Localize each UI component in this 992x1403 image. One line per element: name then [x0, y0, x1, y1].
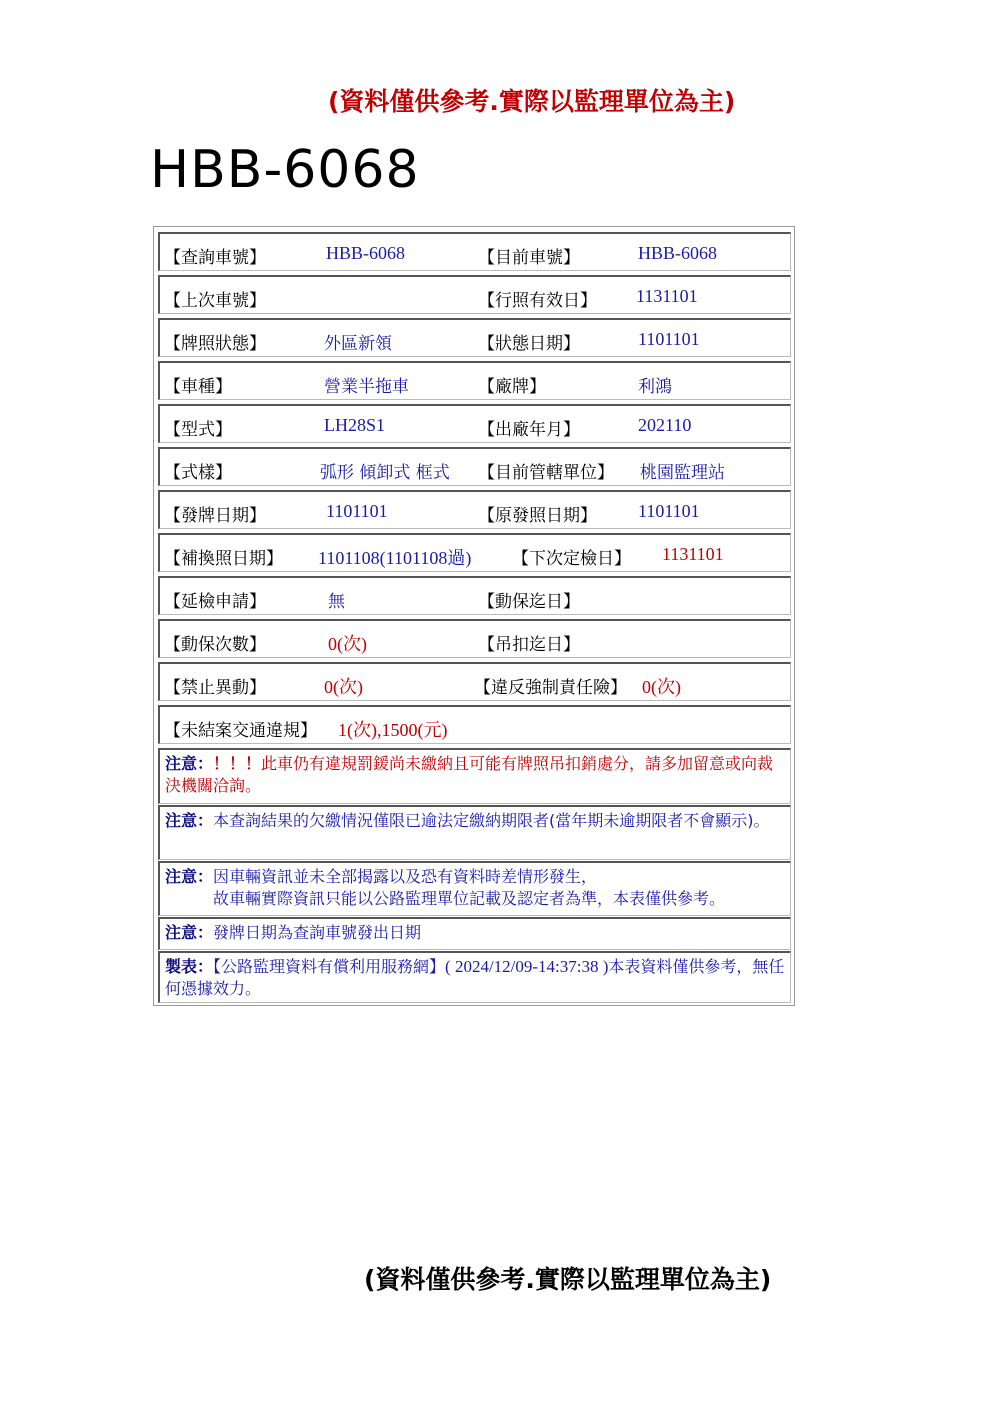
value-collateral-count: 0(次): [328, 634, 367, 654]
label-status-date: 【狀態日期】: [478, 334, 580, 354]
label-original-license-date: 【原發照日期】: [478, 506, 597, 526]
row-model: [158, 404, 791, 443]
row-transfer-ban: [158, 662, 791, 701]
value-inspection-extension: 無: [328, 592, 345, 612]
note-text-line1: 因車輛資訊並未全部揭露以及恐有資料時差情形發生，: [213, 867, 598, 886]
label-previous-plate: 【上次車號】: [164, 291, 266, 311]
label-transfer-ban: 【禁止異動】: [164, 678, 266, 698]
value-current-plate: HBB-6068: [638, 243, 718, 263]
disclaimer-bottom: (資料僅供參考.實際以監理單位為主): [364, 1265, 772, 1294]
note-key: 製表：: [165, 957, 214, 976]
value-plate-status: 外區新領: [324, 334, 392, 354]
label-inspection-extension: 【延檢申請】: [164, 592, 266, 612]
label-model: 【型式】: [164, 420, 232, 440]
label-vehicle-type: 【車種】: [164, 377, 232, 397]
row-collateral-count: [158, 619, 791, 658]
note-text: 發牌日期為查詢車號發出日期: [213, 923, 422, 942]
value-body-style: 弧形 傾卸式 框式: [320, 463, 450, 483]
row-inspection-extension: [158, 576, 791, 615]
note-source: [158, 951, 791, 1003]
label-body-style: 【式樣】: [164, 463, 232, 483]
label-collateral-end: 【動保迄日】: [478, 592, 580, 612]
label-brand: 【廠牌】: [478, 377, 546, 397]
label-plate-status: 【牌照狀態】: [164, 334, 266, 354]
note-data-accuracy: [158, 861, 791, 916]
note-violation-warning: [158, 748, 791, 804]
note-issue-date: [158, 917, 791, 950]
note-key: 注意：: [165, 754, 214, 773]
row-plate-status: [158, 318, 791, 357]
label-suspension-end: 【吊扣迄日】: [478, 635, 580, 655]
note-text: 本查詢結果的欠繳情況僅限已逾法定繳納期限者(當年期未逾期限者不會顯示)。: [213, 811, 770, 830]
value-model: LH28S1: [324, 415, 386, 435]
label-license-expiry: 【行照有效日】: [478, 291, 597, 311]
label-collateral-count: 【動保次數】: [164, 635, 266, 655]
label-reissue-date: 【補換照日期】: [164, 549, 283, 569]
label-issue-date: 【發牌日期】: [164, 506, 266, 526]
source-name: 【公路監理資料有償利用服務網】: [213, 957, 446, 976]
note-key: 注意：: [165, 923, 214, 942]
value-compulsory-insurance: 0(次): [642, 677, 681, 697]
row-body-style: [158, 447, 791, 486]
value-unsettled-violations: 1(次),1500(元): [338, 720, 448, 740]
note-key: 注意：: [165, 811, 214, 830]
label-jurisdiction: 【目前管轄單位】: [478, 463, 614, 483]
disclaimer-top: (資料僅供參考.實際以監理單位為主): [328, 87, 736, 116]
value-jurisdiction: 桃園監理站: [640, 463, 725, 483]
value-reissue-date: 1101108(1101108過): [318, 548, 472, 568]
row-reissue-date: [158, 533, 791, 572]
note-overdue-scope: [158, 805, 791, 860]
row-issue-date: [158, 490, 791, 529]
value-license-expiry: 1131101: [636, 286, 698, 306]
value-manufacture-date: 202110: [638, 415, 692, 435]
source-timestamp: ( 2024/12/09-14:37:38 ): [445, 957, 609, 976]
row-unsettled-violations: [158, 705, 791, 744]
value-issue-date: 1101101: [326, 501, 388, 521]
plate-title: HBB-6068: [150, 140, 420, 200]
value-status-date: 1101101: [638, 329, 700, 349]
note-text: 本表資料僅供參考，無任何憑據效力。: [165, 957, 785, 998]
value-original-license-date: 1101101: [638, 501, 700, 521]
label-query-plate: 【查詢車號】: [164, 248, 266, 268]
row-query-plate: [158, 232, 791, 271]
value-vehicle-type: 營業半拖車: [324, 377, 409, 397]
value-query-plate: HBB-6068: [326, 243, 406, 263]
note-text: 此車仍有違規罰鍰尚未繳納且可能有牌照吊扣銷處分，請多加留意或向裁決機關洽詢。: [165, 754, 774, 795]
value-brand: 利鴻: [638, 377, 672, 397]
note-key: 注意：: [165, 867, 214, 886]
label-current-plate: 【目前車號】: [478, 248, 580, 268]
label-compulsory-insurance: 【違反強制責任險】: [474, 678, 627, 698]
value-transfer-ban: 0(次): [324, 677, 363, 697]
row-vehicle-type: [158, 361, 791, 400]
vehicle-info-table: [153, 226, 795, 1006]
exclamation-marks: ！！！: [213, 754, 262, 773]
label-next-inspection: 【下次定檢日】: [512, 549, 631, 569]
row-previous-plate: [158, 275, 791, 314]
label-unsettled-violations: 【未結案交通違規】: [164, 721, 317, 741]
label-manufacture-date: 【出廠年月】: [478, 420, 580, 440]
note-text-line2: 故車輛實際資訊只能以公路監理單位記載及認定者為準，本表僅供參考。: [213, 889, 726, 908]
value-next-inspection: 1131101: [662, 544, 724, 564]
